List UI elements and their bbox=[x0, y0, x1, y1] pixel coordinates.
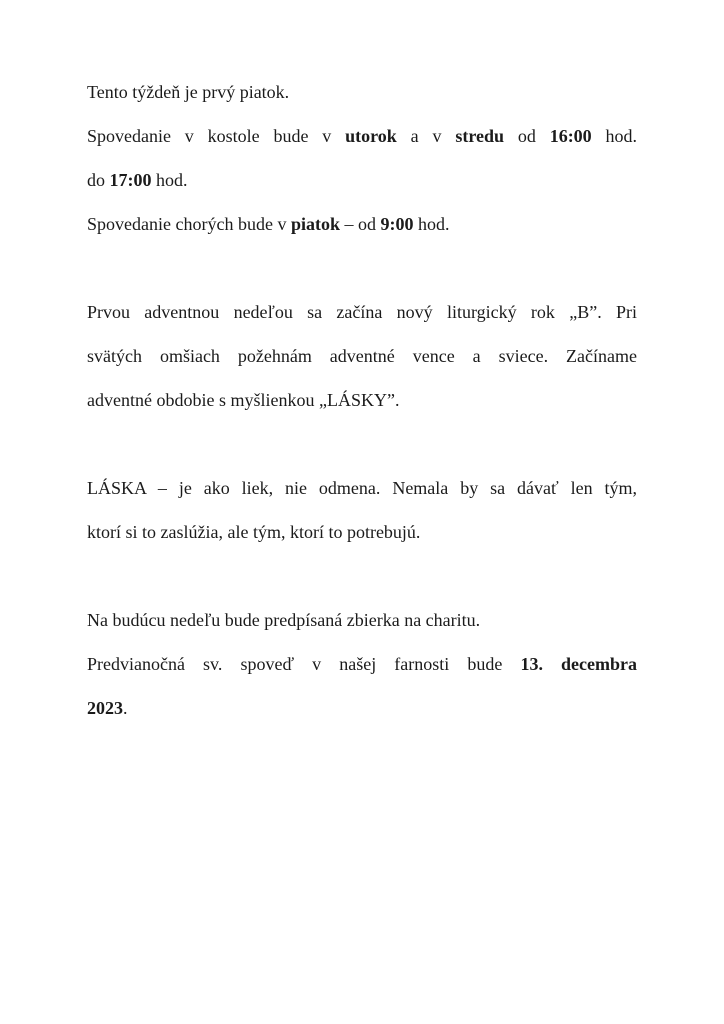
text-run-bold: utorok bbox=[345, 126, 397, 146]
paragraph-laska-quote bbox=[87, 466, 637, 554]
text-line bbox=[87, 642, 637, 686]
text-run: adventné obdobie s myšlienkou „LÁSKY”. bbox=[87, 390, 400, 410]
text-run-bold: piatok bbox=[290, 214, 340, 234]
paragraph-advent-sunday bbox=[87, 290, 637, 422]
text-run: – od bbox=[339, 214, 381, 234]
text-run-bold: 9:00 bbox=[380, 214, 414, 234]
document-content bbox=[87, 70, 637, 730]
text-run: Spovedanie v kostole bude v bbox=[87, 126, 346, 146]
text-run-bold: 16:00 bbox=[549, 126, 592, 146]
text-run: Na budúcu nedeľu bude predpísaná zbierka na charitu. bbox=[87, 610, 481, 630]
paragraph-confession-sick bbox=[87, 202, 637, 246]
text-line bbox=[87, 378, 637, 422]
text-run: LÁSKA – je ako liek, nie odmena. Nemala by sa dávať len tým, bbox=[87, 478, 637, 498]
text-run: do bbox=[87, 170, 110, 190]
text-run: Tento týždeň je prvý piatok. bbox=[87, 82, 290, 102]
text-line bbox=[87, 598, 637, 642]
text-run: Prvou adventnou nedeľou sa začína nový liturgický rok „B”. Pri bbox=[87, 302, 637, 322]
text-run: Predvianočná sv. spoveď v našej farnosti bude bbox=[87, 654, 521, 674]
text-run: ktorí si to zaslúžia, ale tým, ktorí to potrebujú. bbox=[87, 522, 421, 542]
text-run: hod. bbox=[413, 214, 450, 234]
text-run: . bbox=[123, 698, 128, 718]
text-run: svätých omšiach požehnám adventné vence a sviece. Začíname bbox=[87, 346, 637, 366]
text-run-bold: 17:00 bbox=[109, 170, 152, 190]
text-line bbox=[87, 686, 637, 730]
text-line bbox=[87, 510, 637, 554]
text-run: hod. bbox=[151, 170, 188, 190]
text-line bbox=[87, 158, 637, 202]
paragraph-confession-church bbox=[87, 114, 637, 202]
text-line bbox=[87, 466, 637, 510]
text-run-bold: 2023 bbox=[87, 698, 123, 718]
text-line bbox=[87, 202, 637, 246]
text-run-bold: stredu bbox=[455, 126, 505, 146]
paragraph-charity-collection bbox=[87, 598, 637, 642]
text-run: hod. bbox=[591, 126, 638, 146]
text-run: od bbox=[504, 126, 550, 146]
text-line bbox=[87, 114, 637, 158]
text-run-bold: 13. decembra bbox=[520, 654, 637, 674]
text-run: Spovedanie chorých bude v bbox=[87, 214, 291, 234]
paragraph-pre-christmas-confession bbox=[87, 642, 637, 730]
text-line bbox=[87, 290, 637, 334]
text-line bbox=[87, 334, 637, 378]
paragraph-first-friday-notice bbox=[87, 70, 637, 114]
text-line bbox=[87, 70, 637, 114]
text-run: a v bbox=[396, 126, 456, 146]
